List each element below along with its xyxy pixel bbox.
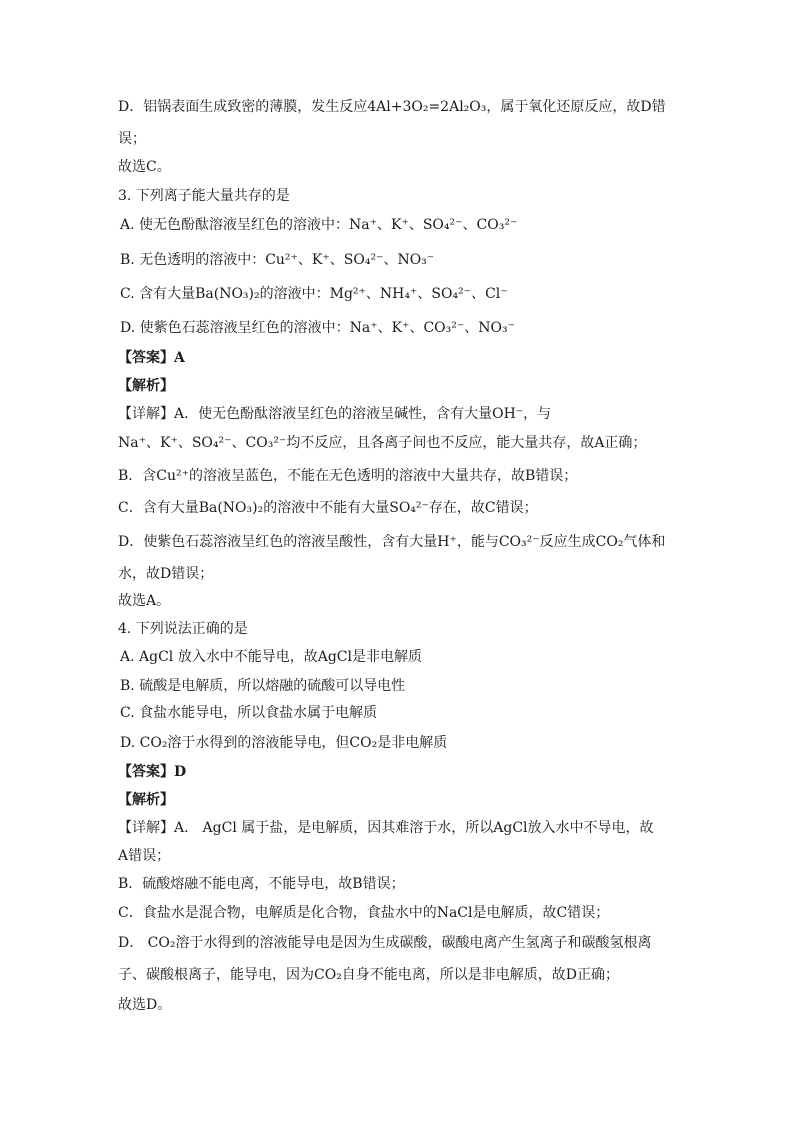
option-4b: B. 硫酸是电解质，所以熔融的硫酸可以导电性 [120, 678, 406, 694]
option-4c: C. 食盐水能导电，所以食盐水属于电解质 [120, 705, 378, 721]
option-4d: D. CO₂溶于水得到的溶液能导电，但CO₂是非电解质 [120, 735, 448, 751]
option-3d: D. 使紫色石蕊溶液呈红色的溶液中：Na⁺、K⁺、CO₃²⁻、NO₃⁻ [120, 320, 515, 336]
question-3: 3. 下列离子能大量共存的是 [118, 188, 290, 204]
selection-3: 故选A。 [118, 593, 171, 609]
analysis-3-heading: 【解析】 [118, 378, 174, 394]
detail-3-line: 水，故D错误； [118, 566, 214, 582]
detail-4-line: 【详解】A． AgCl 属于盐，是电解质，因其难溶于水，所以AgCl放入水中不导电，故 [118, 820, 654, 836]
selection-4: 故选D。 [118, 997, 172, 1013]
detail-3-line: B．含Cu²⁺的溶液呈蓝色，不能在无色透明的溶液中大量共存，故B错误； [118, 468, 578, 484]
option-3a: A. 使无色酚酞溶液呈红色的溶液中：Na⁺、K⁺、SO₄²⁻、CO₃²⁻ [120, 217, 518, 233]
detail-4-line: C．食盐水是混合物，电解质是化合物，食盐水中的NaCl是电解质，故C错误； [118, 905, 610, 921]
option-3b: B. 无色透明的溶液中：Cu²⁺、K⁺、SO₄²⁻、NO₃⁻ [120, 252, 435, 268]
detail-3-line: Na⁺、K⁺、SO₄²⁻、CO₃²⁻均不反应，且各离子间也不反应，能大量共存，故A正确； [118, 435, 647, 451]
option-4a: A. AgCl 放入水中不能导电，故AgCl是非电解质 [120, 649, 422, 665]
detail-4-line: B．硫酸熔融不能电离，不能导电，故B错误； [118, 876, 405, 892]
detail-4-line: A错误； [118, 848, 171, 864]
answer-4: 【答案】D [118, 764, 187, 780]
detail-3-line: C．含有大量Ba(NO₃)₂的溶液中不能有大量SO₄²⁻存在，故C错误； [118, 500, 538, 516]
option-3c: C. 含有大量Ba(NO₃)₂的溶液中：Mg²⁺、NH₄⁺、SO₄²⁻、Cl⁻ [120, 286, 508, 302]
text-line: D．铝锅表面生成致密的薄膜，发生反应4Al+3O₂=2Al₂O₃，属于氧化还原反应，故D错 [118, 99, 666, 115]
question-4: 4. 下列说法正确的是 [118, 621, 248, 637]
detail-4-line: D． CO₂溶于水得到的溶液能导电是因为生成碳酸，碳酸电离产生氢离子和碳酸氢根离 [118, 935, 652, 951]
analysis-4-heading: 【解析】 [118, 792, 174, 808]
text-line: 故选C。 [118, 159, 171, 175]
detail-3-line: 【详解】A．使无色酚酞溶液呈红色的溶液呈碱性，含有大量OH⁻，与 [118, 406, 552, 422]
detail-3-line: D．使紫色石蕊溶液呈红色的溶液呈酸性，含有大量H⁺，能与CO₃²⁻反应生成CO₂气体和 [118, 534, 666, 550]
text-line: 误； [118, 131, 146, 147]
answer-3: 【答案】A [118, 350, 185, 366]
detail-4-line: 子、碳酸根离子，能导电，因为CO₂自身不能电离，所以是非电解质，故D正确； [118, 967, 620, 983]
